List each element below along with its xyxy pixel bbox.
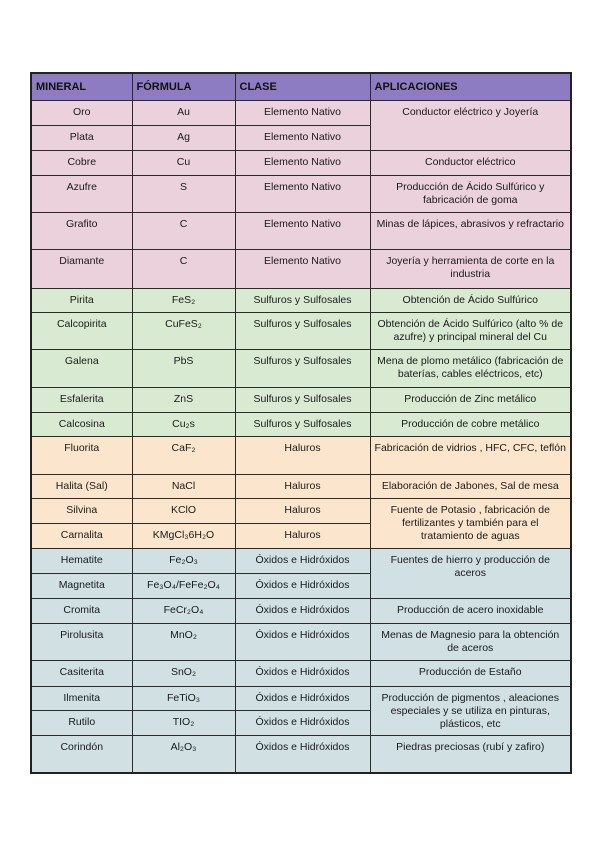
aplicacion-cell: Menas de Magnesio para la obtención de aceros bbox=[370, 624, 571, 661]
mineral-cell: Magnetita bbox=[31, 574, 132, 599]
mineral-cell: Hematite bbox=[31, 549, 132, 574]
aplicacion-cell: Producción de pigmentos , aleaciones especiales y se utiliza en pinturas, plásticos, etc bbox=[370, 687, 571, 736]
formula-cell: FeCr₂O₄ bbox=[132, 599, 235, 624]
table-row bbox=[31, 499, 571, 524]
clase-cell: Óxidos e Hidróxidos bbox=[235, 687, 370, 711]
clase-cell: Haluros bbox=[235, 475, 370, 499]
formula-cell: Al₂O₃ bbox=[132, 736, 235, 773]
mineral-cell: Silvina bbox=[31, 499, 132, 524]
table-row bbox=[31, 388, 571, 413]
mineral-cell: Plata bbox=[31, 126, 132, 151]
aplicacion-cell: Elaboración de Jabones, Sal de mesa bbox=[370, 475, 571, 499]
mineral-cell: Halita (Sal) bbox=[31, 475, 132, 499]
mineral-cell: Calcopirita bbox=[31, 313, 132, 350]
aplicacion-cell: Conductor eléctrico y Joyería bbox=[370, 101, 571, 151]
formula-cell: Fe₃O₄/FeFe₂O₄ bbox=[132, 574, 235, 599]
clase-cell: Sulfuros y Sulfosales bbox=[235, 289, 370, 313]
clase-cell: Óxidos e Hidróxidos bbox=[235, 736, 370, 773]
formula-cell: Cu₂s bbox=[132, 413, 235, 437]
aplicacion-cell: Fuente de Potasio , fabricación de fertilizantes y también para el tratamiento de aguas bbox=[370, 499, 571, 549]
clase-cell: Haluros bbox=[235, 524, 370, 549]
mineral-cell: Corindón bbox=[31, 736, 132, 773]
clase-cell: Elemento Nativo bbox=[235, 101, 370, 126]
aplicacion-cell: Mena de plomo metálico (fabricación de baterías, cables eléctricos, etc) bbox=[370, 350, 571, 388]
mineral-cell: Pirita bbox=[31, 289, 132, 313]
formula-cell: KClO bbox=[132, 499, 235, 524]
formula-cell: CuFeS₂ bbox=[132, 313, 235, 350]
clase-cell: Óxidos e Hidróxidos bbox=[235, 599, 370, 624]
aplicacion-cell: Fuentes de hierro y producción de aceros bbox=[370, 549, 571, 599]
table-row bbox=[31, 289, 571, 313]
mineral-cell: Cromita bbox=[31, 599, 132, 624]
formula-cell: Fe₂O₃ bbox=[132, 549, 235, 574]
aplicacion-cell: Producción de cobre metálico bbox=[370, 413, 571, 437]
table-row bbox=[31, 413, 571, 437]
clase-cell: Sulfuros y Sulfosales bbox=[235, 350, 370, 388]
formula-cell: C bbox=[132, 250, 235, 289]
header-formula: FÓRMULA bbox=[132, 73, 235, 101]
aplicacion-cell: Piedras preciosas (rubí y zafiro) bbox=[370, 736, 571, 773]
formula-cell: FeS₂ bbox=[132, 289, 235, 313]
mineral-cell: Carnalita bbox=[31, 524, 132, 549]
mineral-cell: Ilmenita bbox=[31, 687, 132, 711]
table-row bbox=[31, 213, 571, 250]
clase-cell: Óxidos e Hidróxidos bbox=[235, 624, 370, 661]
header-aplicaciones: APLICACIONES bbox=[370, 73, 571, 101]
table-row bbox=[31, 687, 571, 711]
clase-cell: Óxidos e Hidróxidos bbox=[235, 574, 370, 599]
mineral-cell: Esfalerita bbox=[31, 388, 132, 413]
table-row bbox=[31, 437, 571, 475]
mineral-cell: Calcosina bbox=[31, 413, 132, 437]
formula-cell: Cu bbox=[132, 151, 235, 176]
table-row bbox=[31, 736, 571, 773]
clase-cell: Sulfuros y Sulfosales bbox=[235, 413, 370, 437]
formula-cell: CaF₂ bbox=[132, 437, 235, 475]
table-row bbox=[31, 549, 571, 574]
aplicacion-cell: Producción de Ácido Sulfúrico y fabricación de goma bbox=[370, 176, 571, 213]
mineral-cell: Rutilo bbox=[31, 711, 132, 736]
formula-cell: C bbox=[132, 213, 235, 250]
clase-cell: Elemento Nativo bbox=[235, 176, 370, 213]
clase-cell: Óxidos e Hidróxidos bbox=[235, 661, 370, 687]
aplicacion-cell: Minas de lápices, abrasivos y refractario bbox=[370, 213, 571, 250]
table-header-row bbox=[31, 73, 571, 101]
formula-cell: FeTiO₃ bbox=[132, 687, 235, 711]
mineral-cell: Pirolusita bbox=[31, 624, 132, 661]
aplicacion-cell: Producción de Estaño bbox=[370, 661, 571, 687]
mineral-cell: Azufre bbox=[31, 176, 132, 213]
aplicacion-cell: Joyería y herramienta de corte en la industria bbox=[370, 250, 571, 289]
table-row bbox=[31, 475, 571, 499]
aplicacion-cell: Producción de Zinc metálico bbox=[370, 388, 571, 413]
aplicacion-cell: Fabricación de vidrios , HFC, CFC, teflón bbox=[370, 437, 571, 475]
aplicacion-cell: Obtención de Ácido Sulfúrico (alto % de azufre) y principal mineral del Cu bbox=[370, 313, 571, 350]
table-row bbox=[31, 250, 571, 289]
clase-cell: Elemento Nativo bbox=[235, 151, 370, 176]
formula-cell: Au bbox=[132, 101, 235, 126]
mineral-cell: Fluorita bbox=[31, 437, 132, 475]
aplicacion-cell: Conductor eléctrico bbox=[370, 151, 571, 176]
formula-cell: KMgCl₃6H₂O bbox=[132, 524, 235, 549]
table-row bbox=[31, 313, 571, 350]
aplicacion-cell: Obtención de Ácido Sulfúrico bbox=[370, 289, 571, 313]
header-clase: CLASE bbox=[235, 73, 370, 101]
clase-cell: Óxidos e Hidróxidos bbox=[235, 549, 370, 574]
formula-cell: TIO₂ bbox=[132, 711, 235, 736]
table-row bbox=[31, 624, 571, 661]
table-row bbox=[31, 176, 571, 213]
table-row bbox=[31, 599, 571, 624]
mineral-cell: Galena bbox=[31, 350, 132, 388]
clase-cell: Haluros bbox=[235, 437, 370, 475]
mineral-cell: Diamante bbox=[31, 250, 132, 289]
mineral-cell: Grafito bbox=[31, 213, 132, 250]
mineral-cell: Oro bbox=[31, 101, 132, 126]
formula-cell: ZnS bbox=[132, 388, 235, 413]
clase-cell: Sulfuros y Sulfosales bbox=[235, 388, 370, 413]
header-mineral: MINERAL bbox=[31, 73, 132, 101]
table-row bbox=[31, 350, 571, 388]
table-row bbox=[31, 101, 571, 126]
clase-cell: Elemento Nativo bbox=[235, 126, 370, 151]
formula-cell: Ag bbox=[132, 126, 235, 151]
minerals-table bbox=[30, 72, 572, 774]
clase-cell: Haluros bbox=[235, 499, 370, 524]
formula-cell: PbS bbox=[132, 350, 235, 388]
formula-cell: NaCl bbox=[132, 475, 235, 499]
mineral-cell: Casiterita bbox=[31, 661, 132, 687]
clase-cell: Óxidos e Hidróxidos bbox=[235, 711, 370, 736]
formula-cell: MnO₂ bbox=[132, 624, 235, 661]
clase-cell: Elemento Nativo bbox=[235, 213, 370, 250]
table-row bbox=[31, 661, 571, 687]
clase-cell: Elemento Nativo bbox=[235, 250, 370, 289]
aplicacion-cell: Producción de acero inoxidable bbox=[370, 599, 571, 624]
table-row bbox=[31, 151, 571, 176]
mineral-cell: Cobre bbox=[31, 151, 132, 176]
formula-cell: SnO₂ bbox=[132, 661, 235, 687]
clase-cell: Sulfuros y Sulfosales bbox=[235, 313, 370, 350]
formula-cell: S bbox=[132, 176, 235, 213]
